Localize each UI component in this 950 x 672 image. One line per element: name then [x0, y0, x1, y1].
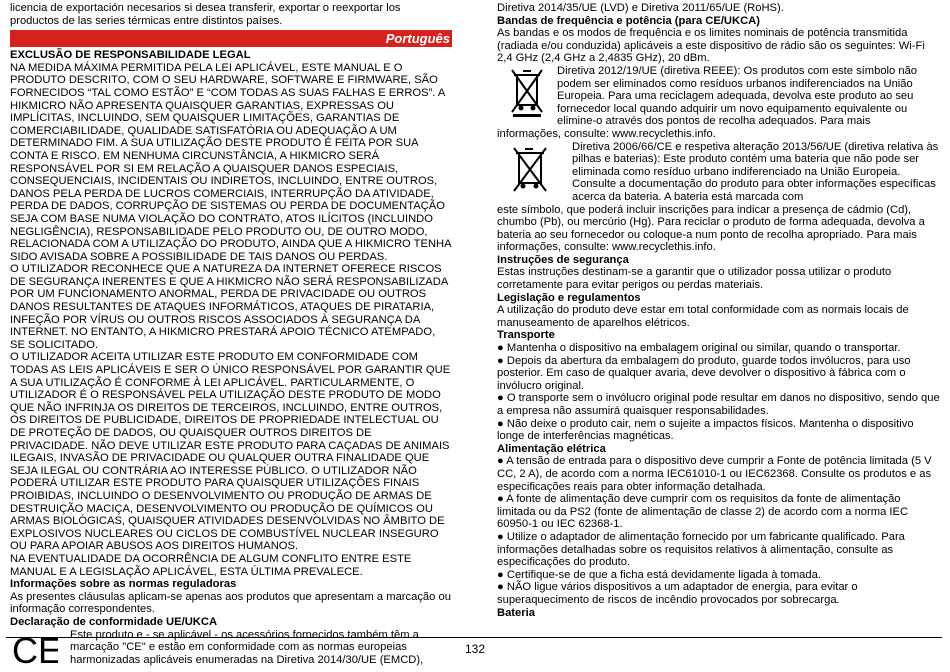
- battery-bin-icon: [509, 145, 553, 197]
- power-heading: Alimentação elétrica: [497, 443, 940, 456]
- weee-text: Diretiva 2012/19/UE (diretiva REEE): Os produtos com este símbolo não podem ser eliminados como resíduos urbanos indiferenciados na União Europeia. Para uma reciclagem adequada, devolva este produto ao seu fornecedor local quando adquirir um novo equipamento equivalente ou elimine-o através dos pontos de recolha adequados. Para mais: [557, 65, 940, 128]
- battery-directive-tail: este símbolo, que poderá incluir inscrições para indicar a presença de cádmio (Cd), chumbo (Pb), ou mercúrio (Hg). Para reciclar o produto de forma adequada, devolva a bateria ao seu fornecedor ou coloque-a num ponto de recolha apropriado. Para mais informações, consulte: www.recyclethis.info.: [497, 204, 940, 254]
- safety-heading: Instruções de segurança: [497, 254, 940, 267]
- disclaimer-paragraph: O UTILIZADOR RECONHECE QUE A NATUREZA DA INTERNET OFERECE RISCOS DE SEGURANÇA INERENTES E QUE A HIKMICRO NÃO SERÁ RESPONSABILIZADA POR UM FUNCIONAMENTO ANORMAL, PERDA DE PRIVACIDADE OU OUTROS DANOS RESULTANTES DE ATAQUES INFORMÁTICOS, ATAQUES DE PIRATARIA, INFEÇÃO POR VÍRUS OU OUTROS RISCOS ASSOCIADOS À SEGURANÇA DA INTERNET. NO ENTANTO, A HIKMICRO PRESTARÁ APOIO TÉCNICO ATEMPADO, SE SOLICITADO.: [10, 263, 452, 351]
- transport-item: ● Depois da abertura da embalagem do produto, guarde todos invólucros, para uso posterior. Em caso de qualquer avaria, deve devolver o dispositivo à fábrica com o invólucro original.: [497, 355, 940, 393]
- footer-divider: [6, 637, 942, 638]
- ce-declaration-text: Este produto e - se aplicável - os acessórios fornecidos também têm a marcação "CE" e estão em conformidade com as normas europeias harmonizadas aplicáveis enumeradas na Diretiva 2014/30/UE (EMCD),: [70, 629, 452, 667]
- weee-bin-icon: [509, 67, 547, 121]
- power-item: ● NÃO ligue vários dispositivos a um adaptador de energia, para evitar o superaquecimento de riscos de incêndio provocados por sobrecarga.: [497, 581, 940, 606]
- power-item: ● Certifique-se de que a ficha está devidamente ligada à tomada.: [497, 569, 940, 582]
- band-heading: Bandas de frequência e potência (para CE/UKCA): [497, 15, 940, 28]
- directive-continuation: Diretiva 2014/35/UE (LVD) e Diretiva 2011/65/UE (RoHS).: [497, 2, 940, 15]
- intro-text: licencia de exportación necesarios si desea transferir, exportar o reexportar los productos de las series térmicas entre distintos países.: [10, 2, 452, 27]
- battery-heading: Bateria: [497, 607, 940, 620]
- legislation-text: A utilização do produto deve estar em total conformidade com as normais locais de manuseamento de aparelhos elétricos.: [497, 304, 940, 329]
- power-item: ● A fonte de alimentação deve cumprir com os requisitos da fonte de alimentação limitada ou da PS2 (fonte de alimentação de classe 2) de acordo com a norma IEC 60950-1 ou IEC 62368-1.: [497, 493, 940, 531]
- transport-item: ● O transporte sem o invólucro original pode resultar em danos no dispositivo, sendo que a empresa não assumirá quaisquer responsabilidades.: [497, 392, 940, 417]
- transport-item: ● Não deixe o produto cair, nem o sujeite a impactos físicos. Mantenha o dispositivo longe de interferências magnéticas.: [497, 418, 940, 443]
- disclaimer-paragraph: NA EVENTUALIDADE DA OCORRÊNCIA DE ALGUM CONFLITO ENTRE ESTE MANUAL E A LEGISLAÇÃO APLICÁVEL, ESTA ÚLTIMA PREVALECE.: [10, 553, 452, 578]
- left-column: [10, 2, 452, 666]
- weee-text-tail: informações, consulte: www.recyclethis.info.: [497, 128, 940, 141]
- power-item: ● Utilize o adaptador de alimentação fornecido por um fabricante qualificado. Para informações detalhadas sobre os requisitos relativos à alimentação, consulte as especificações do produto.: [497, 531, 940, 569]
- right-column: [497, 2, 940, 619]
- disclaimer-paragraph: NA MEDIDA MÁXIMA PERMITIDA PELA LEI APLICÁVEL, ESTE MANUAL E O PRODUTO DESCRITO, COM O SEU HARDWARE, SOFTWARE E FIRMWARE, SÃO FORNECIDOS “TAL COMO ESTÃO” E “COM TODAS AS SUAS FALHAS E ERROS”. A HIKMICRO NÃO APRESENTA QUAISQUER GARANTIAS, EXPRESSAS OU IMPLÍCITAS, INCLUINDO, SEM QUAISQUER LIMITAÇÕES, GARANTIAS DE COMERCIABILIDADE, QUALIDADE SATISFATÓRIA OU ADEQUAÇÃO A UM DETERMINADO FIM. A SUA UTILIZAÇÃO DESTE PRODUTO É FEITA POR SUA CONTA E RISCO. EM NENHUMA CIRCUNSTÂNCIA, A HIKMICRO SERÁ RESPONSÁVEL POR SI EM RELAÇÃO A QUAISQUER DANOS ESPECIAIS, CONSEQUENCIAIS, INCIDENTAIS OU INDIRETOS, INCLUINDO, ENTRE OUTROS, DANOS PELA PERDA DE LUCROS COMERCIAIS, INTERRUPÇÃO DA ATIVIDADE, PERDA DE DADOS, CORRUPÇÃO DE SISTEMAS OU PERDA DE DOCUMENTAÇÃO SEJA COM BASE NUMA VIOLAÇÃO DO CONTRATO, ATOS ILÍCITOS (INCLUINDO NEGLIGÊNCIA), RESPONSABILIDADE PELO PRODUTO OU, DE OUTRO MODO, RELACIONADA COM A UTILIZAÇÃO DO PRODUTO, AINDA QUE A HIKMICRO TENHA SIDO AVISADA SOBRE A POSSIBILIDADE DE TAIS DANOS OU PERDAS.: [10, 62, 452, 264]
- battery-directive-block: [497, 141, 940, 204]
- regulatory-text: As presentes cláusulas aplicam-se apenas aos produtos que apresentam a marcação ou informação correspondentes.: [10, 591, 452, 616]
- ce-declaration-heading: Declaração de conformidade UE/UKCA: [10, 616, 452, 629]
- transport-item: ● Mantenha o dispositivo na embalagem original ou similar, quando o transportar.: [497, 342, 940, 355]
- page-number: 132: [0, 643, 950, 656]
- legislation-heading: Legislação e regulamentos: [497, 292, 940, 305]
- language-banner: Português: [10, 30, 452, 47]
- regulatory-heading: Informações sobre as normas reguladoras: [10, 578, 452, 591]
- band-text: As bandas e os modos de frequência e os limites nominais de potência transmitida (radiada e/ou conduzida) aplicáveis a este dispositivo de rádio são os seguintes: Wi-Fi 2,4 GHz (2,4 GHz a 2,4835 GHz), 20 dBm.: [497, 27, 940, 65]
- transport-heading: Transporte: [497, 329, 940, 342]
- power-item: ● A tensão de entrada para o dispositivo deve cumprir a Fonte de potência limitada (5 V CC, 2 A), de acordo com a norma IEC61010-1 ou IEC62368. Consulte os produtos e as especificações reais para obter informação detalhada.: [497, 455, 940, 493]
- weee-block: [497, 65, 940, 128]
- safety-text: Estas instruções destinam-se a garantir que o utilizador possa utilizar o produto corretamente para evitar perigos ou perdas materiais.: [497, 266, 940, 291]
- disclaimer-paragraph: O UTILIZADOR ACEITA UTILIZAR ESTE PRODUTO EM CONFORMIDADE COM TODAS AS LEIS APLICÁVEIS E SER O ÚNICO RESPONSÁVEL POR GARANTIR QUE A SUA UTILIZAÇÃO É CONFORME À LEI APLICÁVEL. PARTICULARMENTE, O UTILIZADOR É O RESPONSÁVEL PELA UTILIZAÇÃO DESTE PRODUTO DE MODO QUE NÃO INFRINJA OS DIREITOS DE TERCEIROS, INCLUINDO, ENTRE OUTROS, OS DIREITOS DE PUBLICIDADE, DIREITOS DE PROPRIEDADE INTELECTUAL OU DE PROTEÇÃO DE DADOS, OU QUAISQUER OUTROS DIREITOS DE PRIVACIDADE. NÃO DEVE UTILIZAR ESTE PRODUTO PARA CAÇADAS DE ANIMAIS ILEGAIS, INVASÃO DE PRIVACIDADE OU QUALQUER OUTRA FINALIDADE QUE SEJA ILEGAL OU CONTRÁRIA AO INTERESSE PÚBLICO. O UTILIZADOR NÃO PODERÁ UTILIZAR ESTE PRODUTO PARA QUAISQUER UTILIZAÇÕES FINAIS PROIBIDAS, INCLUINDO O DESENVOLVIMENTO OU PRODUÇÃO DE ARMAS DE DESTRUIÇÃO MACIÇA, DESENVOLVIMENTO OU PRODUÇÃO DE QUÍMICOS OU ARMAS BIOLÓGICAS, QUAISQUER ATIVIDADES DESENVOLVIDAS NO ÂMBITO DE EXPLOSIVOS NUCLEARES OU CICLOS DE COMBUSTÍVEL NUCLEAR INSEGURO OU PARA APOIAR ABUSOS AOS DIREITOS HUMANOS.: [10, 351, 452, 553]
- battery-directive-text: Diretiva 2006/66/CE e respetiva alteração 2013/56/UE (diretiva relativa às pilhas e baterias): Este produto contém uma bateria que não pode ser eliminada como resíduo urbano indiferenciado na União Europeia. Consulte a documentação do produto para obter informações específicas acerca da bateria. A bateria está marcada com: [572, 141, 940, 204]
- svg-text:CE: CE: [12, 631, 58, 669]
- disclaimer-heading: EXCLUSÃO DE RESPONSABILIDADE LEGAL: [10, 49, 452, 62]
